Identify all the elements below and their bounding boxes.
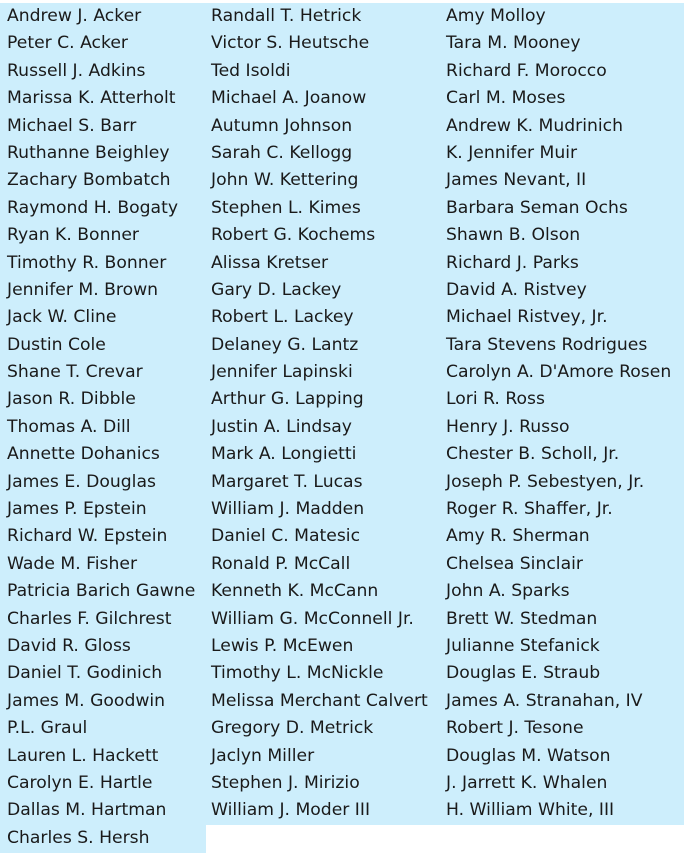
name-cell: Tara M. Mooney xyxy=(446,33,581,54)
name-cell: Roger R. Shaffer, Jr. xyxy=(446,499,613,520)
name-cell: Jason R. Dibble xyxy=(7,389,136,410)
name-cell: Randall T. Hetrick xyxy=(211,6,362,26)
name-cell: Gary D. Lackey xyxy=(211,279,342,300)
name-cell: Margaret T. Lucas xyxy=(211,471,363,492)
name-cell: James M. Goodwin xyxy=(7,690,166,711)
name-cell: Tara Stevens Rodrigues xyxy=(446,334,648,355)
name-cell: Thomas A. Dill xyxy=(7,416,131,437)
name-cell: Jennifer M. Brown xyxy=(7,279,159,300)
name-cell: Julianne Stefanick xyxy=(446,635,600,656)
name-cell: Amy R. Sherman xyxy=(446,526,590,547)
name-cell: Jennifer Lapinski xyxy=(211,362,353,383)
name-cell: Ronald P. McCall xyxy=(211,553,351,574)
name-cell: Chester B. Scholl, Jr. xyxy=(446,444,620,465)
name-cell: Autumn Johnson xyxy=(211,115,353,136)
name-cell: Lori R. Ross xyxy=(446,389,545,410)
name-cell: Lauren L. Hackett xyxy=(7,745,159,766)
name-cell: Peter C. Acker xyxy=(7,33,128,54)
name-cell: Chelsea Sinclair xyxy=(446,553,583,574)
name-cell: Robert J. Tesone xyxy=(446,718,584,739)
name-cell: William J. Moder III xyxy=(211,800,371,821)
name-cell: Melissa Merchant Calvert xyxy=(211,690,428,711)
name-cell: Carolyn A. D'Amore Rosen xyxy=(446,362,672,383)
name-cell: Barbara Seman Ochs xyxy=(446,197,628,218)
name-cell: Wade M. Fisher xyxy=(7,553,138,574)
name-cell: Richard W. Epstein xyxy=(7,526,168,547)
name-cell: Dustin Cole xyxy=(7,334,106,355)
name-cell: Douglas E. Straub xyxy=(446,663,601,684)
name-cell: Brett W. Stedman xyxy=(446,608,598,629)
name-cell: H. William White, III xyxy=(446,800,615,821)
name-cell: Raymond H. Bogaty xyxy=(7,197,179,218)
name-cell: Richard J. Parks xyxy=(446,252,579,273)
name-cell: William G. McConnell Jr. xyxy=(211,608,414,629)
name-cell: Timothy R. Bonner xyxy=(7,252,167,273)
name-cell: Delaney G. Lantz xyxy=(211,334,359,355)
name-cell: K. Jennifer Muir xyxy=(446,142,578,163)
name-cell: Michael A. Joanow xyxy=(211,88,367,109)
name-cell: David R. Gloss xyxy=(7,635,131,656)
name-cell: James A. Stranahan, IV xyxy=(446,690,643,711)
name-cell: Michael S. Barr xyxy=(7,115,137,136)
name-cell: Robert L. Lackey xyxy=(211,307,354,328)
name-cell: William J. Madden xyxy=(211,499,365,520)
name-cell: Shawn B. Olson xyxy=(446,225,581,246)
name-cell: Daniel C. Matesic xyxy=(211,526,361,547)
name-cell: James E. Douglas xyxy=(7,471,156,492)
name-cell: James Nevant, II xyxy=(446,170,587,191)
name-cell: James P. Epstein xyxy=(7,499,147,520)
name-cell: Russell J. Adkins xyxy=(7,60,146,81)
name-cell: David A. Ristvey xyxy=(446,279,587,300)
name-cell: Andrew K. Mudrinich xyxy=(446,115,624,136)
name-cell: Zachary Bombatch xyxy=(7,170,171,191)
name-cell: Gregory D. Metrick xyxy=(211,718,374,739)
name-cell: Kenneth K. McCann xyxy=(211,581,379,602)
name-cell: Daniel T. Godinich xyxy=(7,663,163,684)
name-cell: Alissa Kretser xyxy=(211,252,329,273)
name-cell: Amy Molloy xyxy=(446,6,546,26)
name-cell: Andrew J. Acker xyxy=(7,6,142,26)
name-cell: Stephen J. Mirizio xyxy=(211,772,360,793)
name-cell: Henry J. Russo xyxy=(446,416,570,437)
name-cell: Shane T. Crevar xyxy=(7,362,143,383)
name-cell: Marissa K. Atterholt xyxy=(7,88,176,109)
name-cell: Michael Ristvey, Jr. xyxy=(446,307,608,328)
name-cell: J. Jarrett K. Whalen xyxy=(446,772,608,793)
name-column-1 xyxy=(0,3,206,853)
name-cell: Robert G. Kochems xyxy=(211,225,376,246)
name-cell: Timothy L. McNickle xyxy=(211,663,384,684)
name-cell: Ruthanne Beighley xyxy=(7,142,170,163)
name-cell: Ted Isoldi xyxy=(211,60,291,81)
name-cell: Arthur G. Lapping xyxy=(211,389,364,410)
name-cell: Sarah C. Kellogg xyxy=(211,142,353,163)
name-cell: Victor S. Heutsche xyxy=(211,33,370,54)
name-cell: Charles F. Gilchrest xyxy=(7,608,172,629)
name-cell: Dallas M. Hartman xyxy=(7,800,167,821)
name-cell: Ryan K. Bonner xyxy=(7,225,139,246)
name-cell: Richard F. Morocco xyxy=(446,60,607,81)
name-cell: Mark A. Longietti xyxy=(211,444,357,465)
name-cell: Douglas M. Watson xyxy=(446,745,611,766)
name-cell: Carolyn E. Hartle xyxy=(7,772,153,793)
name-cell: Charles S. Hersh xyxy=(7,827,150,848)
name-cell: Jaclyn Miller xyxy=(211,745,315,766)
name-cell: Lewis P. McEwen xyxy=(211,635,354,656)
name-cell: John W. Kettering xyxy=(211,170,359,191)
name-cell: Stephen L. Kimes xyxy=(211,197,361,218)
name-cell: Justin A. Lindsay xyxy=(211,416,352,437)
name-cell: Carl M. Moses xyxy=(446,88,566,109)
name-column-2 xyxy=(206,3,440,825)
name-column-3 xyxy=(440,3,684,825)
name-cell: Annette Dohanics xyxy=(7,444,160,465)
name-cell: P.L. Graul xyxy=(7,718,88,739)
name-cell: Joseph P. Sebestyen, Jr. xyxy=(446,471,645,492)
name-cell: John A. Sparks xyxy=(446,581,570,602)
name-cell: Patricia Barich Gawne xyxy=(7,581,196,602)
name-cell: Jack W. Cline xyxy=(7,307,117,328)
